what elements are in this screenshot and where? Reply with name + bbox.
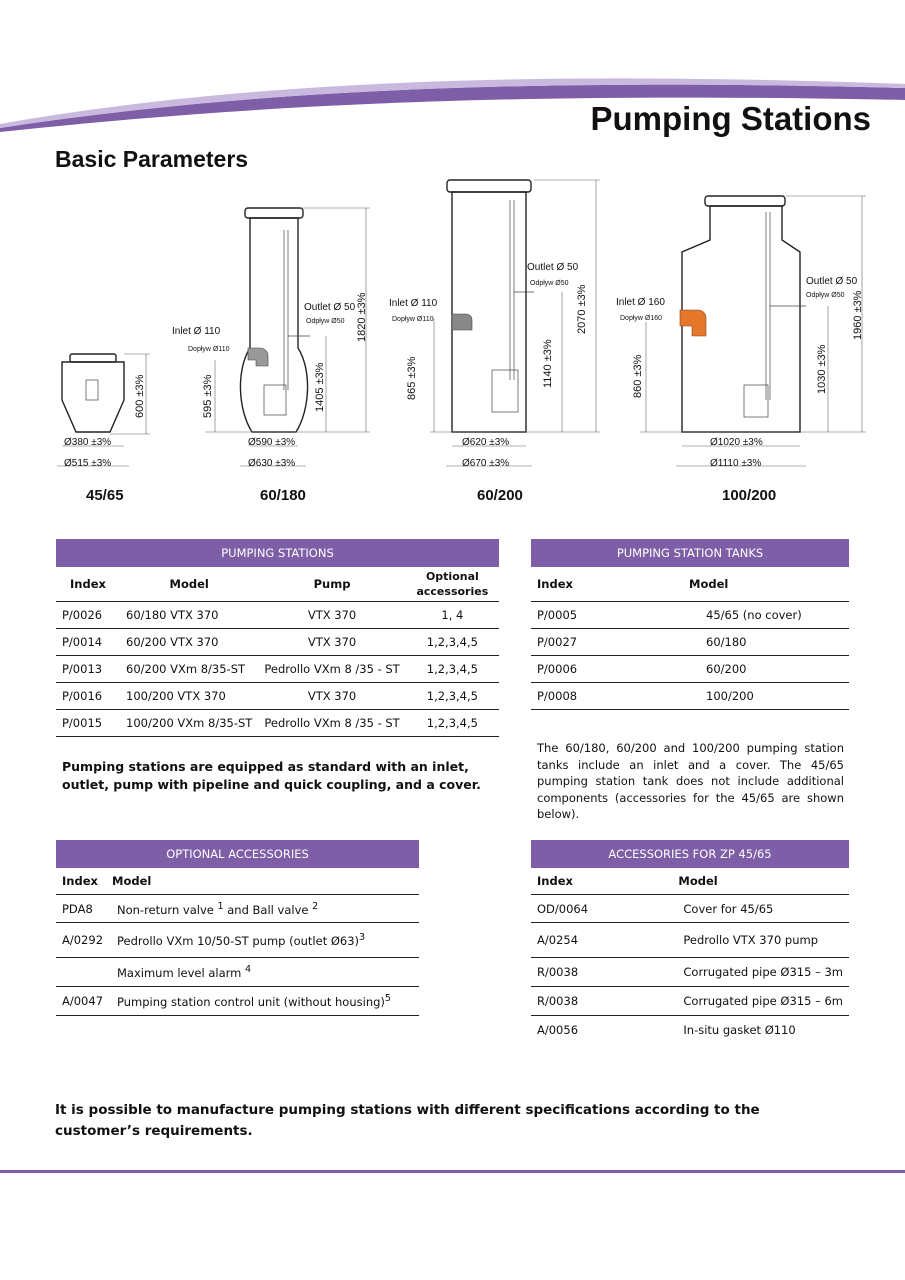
d4-h-outlet: 1030 ±3% bbox=[816, 344, 828, 394]
table-row bbox=[56, 987, 419, 1016]
d2-outer-dia: Ø630 ±3% bbox=[248, 458, 296, 469]
table-heading: PUMPING STATIONS bbox=[56, 539, 499, 567]
d4-inlet-pl: Dopływ Ø160 bbox=[620, 315, 663, 322]
d1-outer-dia: Ø515 ±3% bbox=[64, 458, 112, 469]
table-row bbox=[56, 895, 419, 923]
d2-inlet: Inlet Ø 110 bbox=[172, 326, 221, 337]
footnote: 4 bbox=[245, 964, 252, 976]
cell: 60/180 bbox=[688, 629, 849, 656]
technical-drawings bbox=[0, 170, 905, 480]
d3-h-outlet: 1140 ±3% bbox=[542, 339, 554, 388]
cell bbox=[56, 958, 111, 987]
cell: In-situ gasket Ø110 bbox=[683, 1023, 796, 1037]
section-title: Basic Parameters bbox=[55, 146, 249, 172]
cell: P/0015 bbox=[56, 710, 120, 737]
table-heading: PUMPING STATION TANKS bbox=[531, 539, 849, 567]
drawing-100-200 bbox=[640, 196, 866, 466]
d2-h-outlet: 1405 ±3% bbox=[314, 362, 326, 412]
cell: Corrugated pipe Ø315 – 3m bbox=[677, 958, 849, 987]
footer-rule bbox=[0, 1168, 905, 1176]
d4-outlet-pl: Odpływ Ø50 bbox=[806, 292, 845, 299]
cell: P/0013 bbox=[56, 656, 120, 683]
caption-100-200: 100/200 bbox=[722, 487, 777, 504]
cell: 60/200 VTX 370 bbox=[120, 629, 258, 656]
table-row bbox=[531, 1016, 849, 1045]
cell: 60/200 bbox=[688, 656, 849, 683]
drawing-60-200 bbox=[430, 180, 600, 466]
footnote: 5 bbox=[384, 993, 392, 1005]
cell: P/0026 bbox=[56, 602, 120, 629]
table-row bbox=[531, 987, 849, 1016]
caption-60-200: 60/200 bbox=[477, 487, 523, 504]
d3-inlet-pl: Dopływ Ø110 bbox=[392, 316, 434, 323]
cell: PDA8 bbox=[56, 895, 111, 923]
cell: 1,2,3,4,5 bbox=[406, 656, 499, 683]
col-index: Index bbox=[531, 567, 688, 602]
cell: P/0008 bbox=[531, 683, 688, 710]
cell bbox=[111, 987, 419, 1016]
table-row bbox=[56, 958, 419, 987]
cell: 100/200 VTX 370 bbox=[120, 683, 258, 710]
cell: R/0038 bbox=[531, 958, 677, 987]
cell: A/0056 bbox=[537, 1023, 579, 1037]
cell bbox=[111, 895, 419, 923]
drawing-60-180 bbox=[205, 208, 370, 466]
d2-outlet-pl: Odpływ Ø50 bbox=[306, 318, 345, 325]
cell: A/0292 bbox=[56, 923, 111, 958]
pumping-stations-table bbox=[56, 539, 499, 737]
table-row bbox=[56, 710, 499, 737]
table-row bbox=[531, 683, 849, 710]
zp-accessories-table bbox=[531, 840, 849, 1044]
table-heading: OPTIONAL ACCESSORIES bbox=[56, 840, 419, 868]
model-text: Maximum level alarm bbox=[117, 965, 245, 980]
col-model: Model bbox=[677, 868, 849, 895]
cell: Pedrollo VXm 8 /35 - ST bbox=[258, 710, 405, 737]
cell: P/0005 bbox=[531, 602, 688, 629]
d2-inlet-pl: Dopływ Ø110 bbox=[188, 346, 230, 353]
table-row bbox=[56, 629, 499, 656]
cell: 1,2,3,4,5 bbox=[406, 683, 499, 710]
table-row bbox=[531, 958, 849, 987]
footnote: 3 bbox=[359, 932, 366, 944]
table-row bbox=[531, 656, 849, 683]
table-row bbox=[56, 602, 499, 629]
cell: VTX 370 bbox=[258, 602, 405, 629]
cell: Pedrollo VTX 370 pump bbox=[677, 923, 849, 958]
col-index: Index bbox=[531, 868, 677, 895]
tanks-table bbox=[531, 539, 849, 710]
cell: 1, 4 bbox=[406, 602, 499, 629]
d3-outlet-pl: Odpływ Ø50 bbox=[530, 280, 569, 287]
cell: 1,2,3,4,5 bbox=[406, 710, 499, 737]
cell: 60/180 VTX 370 bbox=[120, 602, 258, 629]
table-row bbox=[56, 923, 419, 958]
d2-h-total: 1820 ±3% bbox=[356, 292, 368, 342]
d4-outer-dia: Ø1110 ±3% bbox=[710, 458, 762, 469]
col-optional: Optional accessories bbox=[406, 567, 499, 602]
col-pump: Pump bbox=[258, 567, 405, 602]
cell: Cover for 45/65 bbox=[677, 895, 849, 923]
cell bbox=[111, 958, 419, 987]
footnote: 1 bbox=[217, 900, 224, 912]
cell: OD/0064 bbox=[531, 895, 677, 923]
col-model: Model bbox=[688, 567, 849, 602]
d3-outer-dia: Ø670 ±3% bbox=[462, 458, 510, 469]
table-row bbox=[531, 629, 849, 656]
footer-note: It is possible to manufacture pumping stations with different specifications according to the customer’s requirements. bbox=[55, 1102, 760, 1139]
cell: 100/200 bbox=[688, 683, 849, 710]
caption-60-180: 60/180 bbox=[260, 487, 306, 504]
col-index: Index bbox=[56, 567, 120, 602]
model-text: Non-return valve bbox=[117, 902, 218, 917]
cell: Corrugated pipe Ø315 – 6m bbox=[677, 987, 849, 1016]
optional-accessories-table bbox=[56, 840, 419, 1016]
cell: 1,2,3,4,5 bbox=[406, 629, 499, 656]
d2-h-inlet: 595 ±3% bbox=[202, 374, 214, 418]
d4-outlet: Outlet Ø 50 bbox=[806, 276, 858, 287]
d4-inner-dia: Ø1020 ±3% bbox=[710, 437, 763, 448]
cell: 45/65 (no cover) bbox=[688, 602, 849, 629]
cell: 100/200 VXm 8/35-ST bbox=[120, 710, 258, 737]
cell: P/0016 bbox=[56, 683, 120, 710]
page-title: Pumping Stations bbox=[590, 100, 871, 137]
footnote: 2 bbox=[312, 900, 319, 912]
model-text: Pumping station control unit (without housing) bbox=[117, 994, 385, 1009]
d4-inlet: Inlet Ø 160 bbox=[616, 297, 665, 308]
cell: P/0027 bbox=[531, 629, 688, 656]
col-model: Model bbox=[120, 567, 258, 602]
caption-45-65: 45/65 bbox=[86, 487, 124, 504]
col-index: Index bbox=[56, 868, 111, 895]
model-text: Pedrollo VXm 10/50-ST pump (outlet Ø63) bbox=[117, 933, 360, 948]
tanks-note: The 60/180, 60/200 and 100/200 pumping station tanks include an inlet and a cover. The 45/65 pumping station tank does not include additional components (accessories for the 45/65 are shown below). bbox=[537, 741, 844, 821]
d2-inner-dia: Ø590 ±3% bbox=[248, 437, 296, 448]
d1-inner-dia: Ø380 ±3% bbox=[64, 437, 112, 448]
cell: P/0014 bbox=[56, 629, 120, 656]
cell: R/0038 bbox=[531, 987, 677, 1016]
table-row bbox=[531, 895, 849, 923]
d3-inlet: Inlet Ø 110 bbox=[389, 298, 438, 309]
d4-h-inlet: 860 ±3% bbox=[632, 354, 644, 398]
cell: A/0254 bbox=[531, 923, 677, 958]
table-row bbox=[531, 923, 849, 958]
cell bbox=[111, 923, 419, 958]
col-model: Model bbox=[111, 868, 419, 895]
d3-outlet: Outlet Ø 50 bbox=[527, 262, 579, 273]
d1-height: 600 ±3% bbox=[134, 374, 146, 418]
cell: P/0006 bbox=[531, 656, 688, 683]
d4-h-total: 1960 ±3% bbox=[852, 290, 864, 340]
table-heading: ACCESSORIES FOR ZP 45/65 bbox=[531, 840, 849, 868]
table-row bbox=[56, 683, 499, 710]
cell: Pedrollo VXm 8 /35 - ST bbox=[258, 656, 405, 683]
d3-h-inlet: 865 ±3% bbox=[406, 356, 418, 400]
table-row bbox=[56, 656, 499, 683]
model-text-2: and Ball valve bbox=[223, 902, 313, 917]
standard-equipment-note: Pumping stations are equipped as standard with an inlet, outlet, pump with pipeline and quick coupling, and a cover. bbox=[62, 759, 481, 792]
table-row bbox=[531, 602, 849, 629]
cell: 60/200 VXm 8/35-ST bbox=[120, 656, 258, 683]
d2-outlet: Outlet Ø 50 bbox=[304, 302, 356, 313]
d3-h-total: 2070 ±3% bbox=[576, 284, 588, 334]
cell: A/0047 bbox=[56, 987, 111, 1016]
cell: VTX 370 bbox=[258, 683, 405, 710]
d3-inner-dia: Ø620 ±3% bbox=[462, 437, 510, 448]
cell: VTX 370 bbox=[258, 629, 405, 656]
